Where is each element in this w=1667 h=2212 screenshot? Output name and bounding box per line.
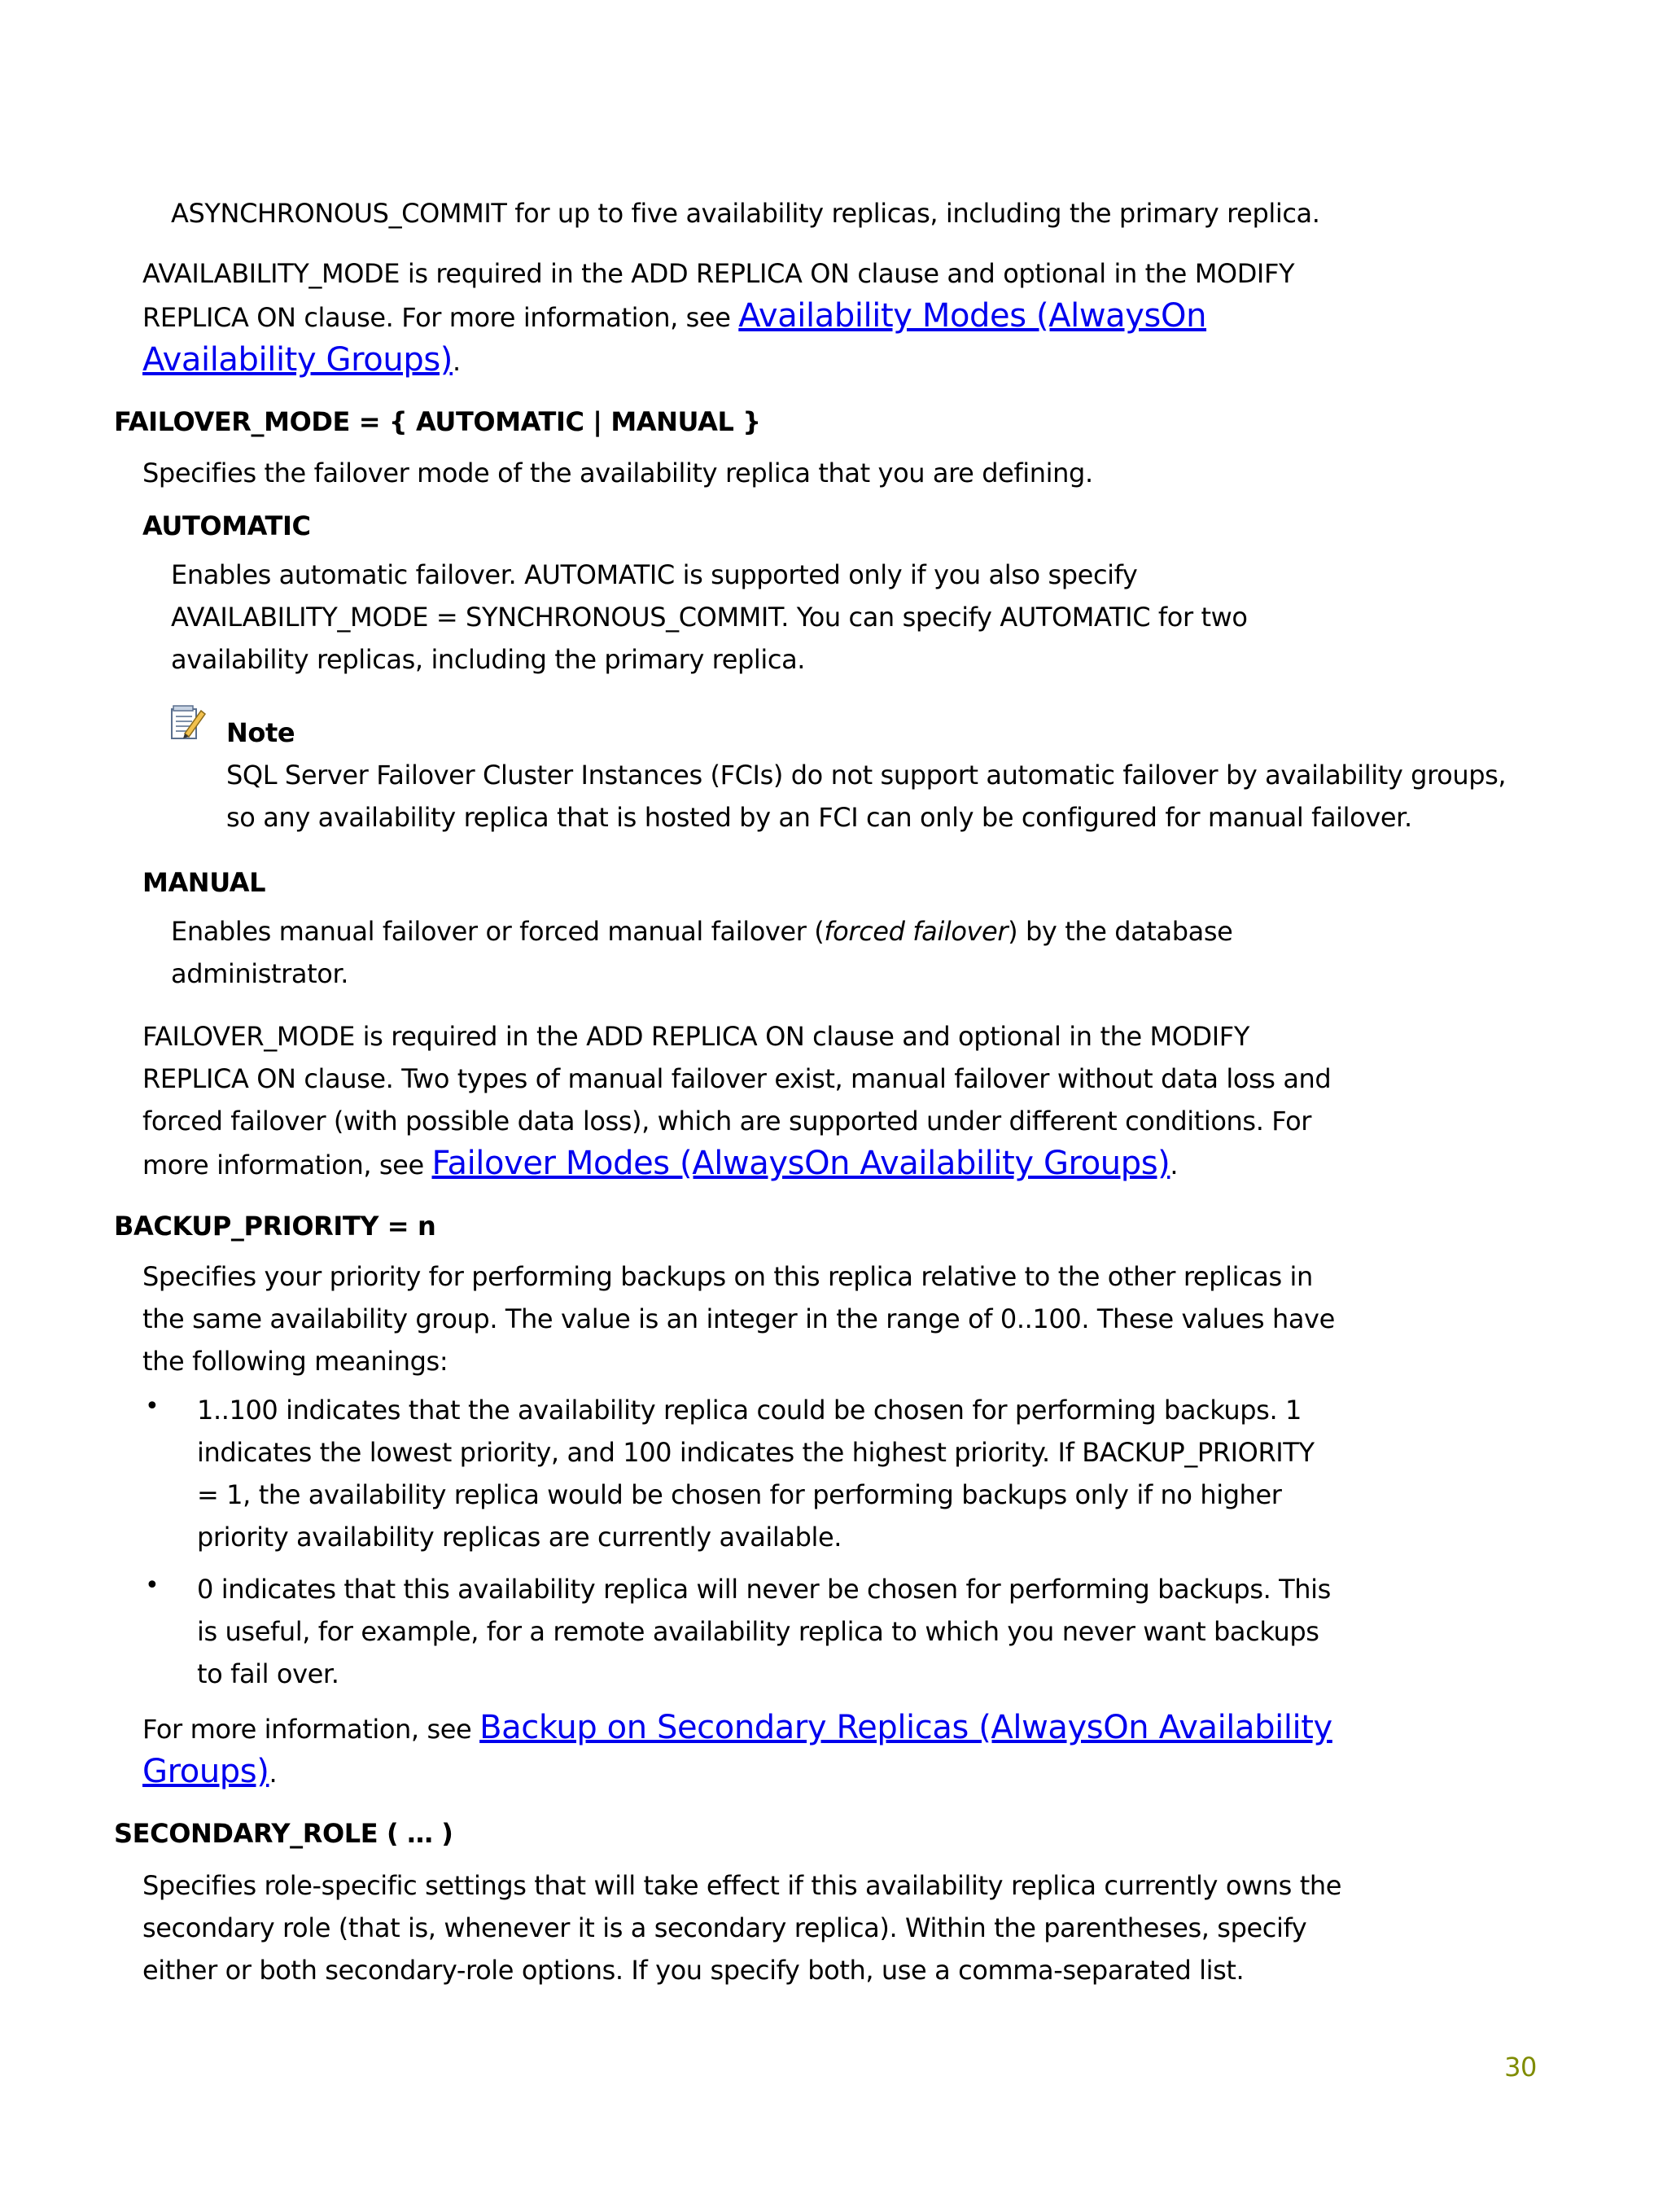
- bullet1-line2: indicates the lowest priority, and 100 indicates the highest priority. If BACKUP_PRIORITY: [197, 1437, 1315, 1468]
- bullet2-line2: is useful, for example, for a remote availability replica to which you never want backups: [197, 1616, 1319, 1647]
- secondary-role-description: [142, 1864, 1341, 1991]
- secondary-desc-line3: either or both secondary-role options. If you specify both, use a comma-separated list.: [142, 1955, 1245, 1986]
- period: .: [1170, 1150, 1179, 1180]
- automatic-line3: availability replicas, including the primary replica.: [171, 644, 806, 675]
- failover-req-line4: [142, 1142, 1331, 1186]
- bullet-marker: •: [145, 1571, 160, 1600]
- automatic-line1: Enables automatic failover. AUTOMATIC is supported only if you also specify: [171, 559, 1138, 590]
- availability-mode-line2: [142, 295, 1294, 339]
- page-number: 30: [1504, 2052, 1537, 2083]
- secondary-desc-line1: Specifies role-specific settings that will take effect if this availability replica currently owns the: [142, 1870, 1342, 1901]
- note-line2: so any availability replica that is hosted by an FCI can only be configured for manual failover.: [226, 802, 1412, 833]
- backup-desc-line3: the following meanings:: [142, 1346, 448, 1377]
- manual-line1-a: Enables manual failover or forced manual failover (: [171, 916, 825, 947]
- availability-mode-paragraph: [142, 252, 1294, 383]
- failover-req-line3: forced failover (with possible data loss), which are supported under different conditions. For: [142, 1106, 1312, 1137]
- backup-secondary-link-cont[interactable]: Groups): [142, 1753, 269, 1790]
- backup-priority-description: [142, 1255, 1335, 1382]
- automatic-description: [171, 554, 1248, 681]
- availability-modes-link[interactable]: Availability Modes (AlwaysOn: [738, 297, 1207, 335]
- period: .: [452, 346, 461, 377]
- manual-line1-b: ) by the database: [1008, 916, 1233, 947]
- async-commit-text: ASYNCHRONOUS_COMMIT for up to five availability replicas, including the primary replica.: [171, 198, 1320, 229]
- failover-required-paragraph: [142, 1015, 1331, 1186]
- automatic-line2: AVAILABILITY_MODE = SYNCHRONOUS_COMMIT. You can specify AUTOMATIC for two: [171, 602, 1248, 633]
- bullet1-line4: priority availability replicas are currently available.: [197, 1522, 842, 1553]
- availability-mode-line1: AVAILABILITY_MODE is required in the ADD REPLICA ON clause and optional in the MODIFY: [142, 258, 1295, 289]
- availability-mode-line2-text: REPLICA ON clause. For more information, see: [142, 302, 739, 333]
- secondary-role-heading: SECONDARY_ROLE ( … ): [114, 1818, 453, 1849]
- bullet1-line1: 1..100 indicates that the availability replica could be chosen for performing backups. 1: [197, 1395, 1302, 1426]
- backup-priority-heading: BACKUP_PRIORITY = n: [114, 1211, 436, 1242]
- secondary-desc-line2: secondary role (that is, whenever it is a secondary replica). Within the parentheses, specify: [142, 1912, 1307, 1943]
- failover-modes-link[interactable]: Failover Modes (AlwaysOn Availability Groups): [431, 1145, 1170, 1182]
- note-body: [226, 754, 1506, 839]
- note-title: Note: [226, 717, 295, 748]
- note-icon: [168, 704, 208, 743]
- bullet2-line3: to fail over.: [197, 1658, 339, 1689]
- manual-line2: administrator.: [171, 958, 349, 989]
- backup-desc-line1: Specifies your priority for performing backups on this replica relative to the other replicas in: [142, 1261, 1313, 1292]
- failover-mode-description: Specifies the failover mode of the availability replica that you are defining.: [142, 458, 1093, 488]
- manual-heading: MANUAL: [142, 867, 266, 898]
- failover-req-line2: REPLICA ON clause. Two types of manual failover exist, manual failover without data loss and: [142, 1063, 1332, 1094]
- bullet1-line3: = 1, the availability replica would be chosen for performing backups only if no higher: [197, 1479, 1282, 1510]
- failover-req-line4-text: more information, see: [142, 1150, 432, 1180]
- availability-mode-line3: [142, 339, 1294, 383]
- period: .: [269, 1758, 278, 1789]
- failover-req-line1: FAILOVER_MODE is required in the ADD REPLICA ON clause and optional in the MODIFY: [142, 1021, 1249, 1052]
- manual-description: [171, 910, 1232, 995]
- backup-more-info: [142, 1706, 1332, 1794]
- backup-secondary-link[interactable]: Backup on Secondary Replicas (AlwaysOn Availability: [479, 1709, 1332, 1746]
- forced-failover-term: forced failover: [824, 916, 1009, 947]
- failover-mode-heading: FAILOVER_MODE = { AUTOMATIC | MANUAL }: [114, 406, 761, 437]
- bullet2-line1: 0 indicates that this availability replica will never be chosen for performing backups. This: [197, 1574, 1331, 1605]
- backup-more-line2: [142, 1750, 1332, 1794]
- note-line1: SQL Server Failover Cluster Instances (FCIs) do not support automatic failover by availability groups,: [226, 760, 1507, 791]
- backup-more-line1: [142, 1706, 1332, 1750]
- bullet-marker: •: [145, 1392, 160, 1421]
- backup-desc-line2: the same availability group. The value is an integer in the range of 0..100. These values have: [142, 1303, 1335, 1334]
- availability-modes-link-cont[interactable]: Availability Groups): [142, 341, 453, 379]
- automatic-heading: AUTOMATIC: [142, 510, 311, 541]
- backup-more-text: For more information, see: [142, 1714, 480, 1745]
- bullet-item-2: [197, 1568, 1331, 1695]
- manual-line1: [171, 910, 1232, 953]
- bullet-item-1: [197, 1389, 1315, 1558]
